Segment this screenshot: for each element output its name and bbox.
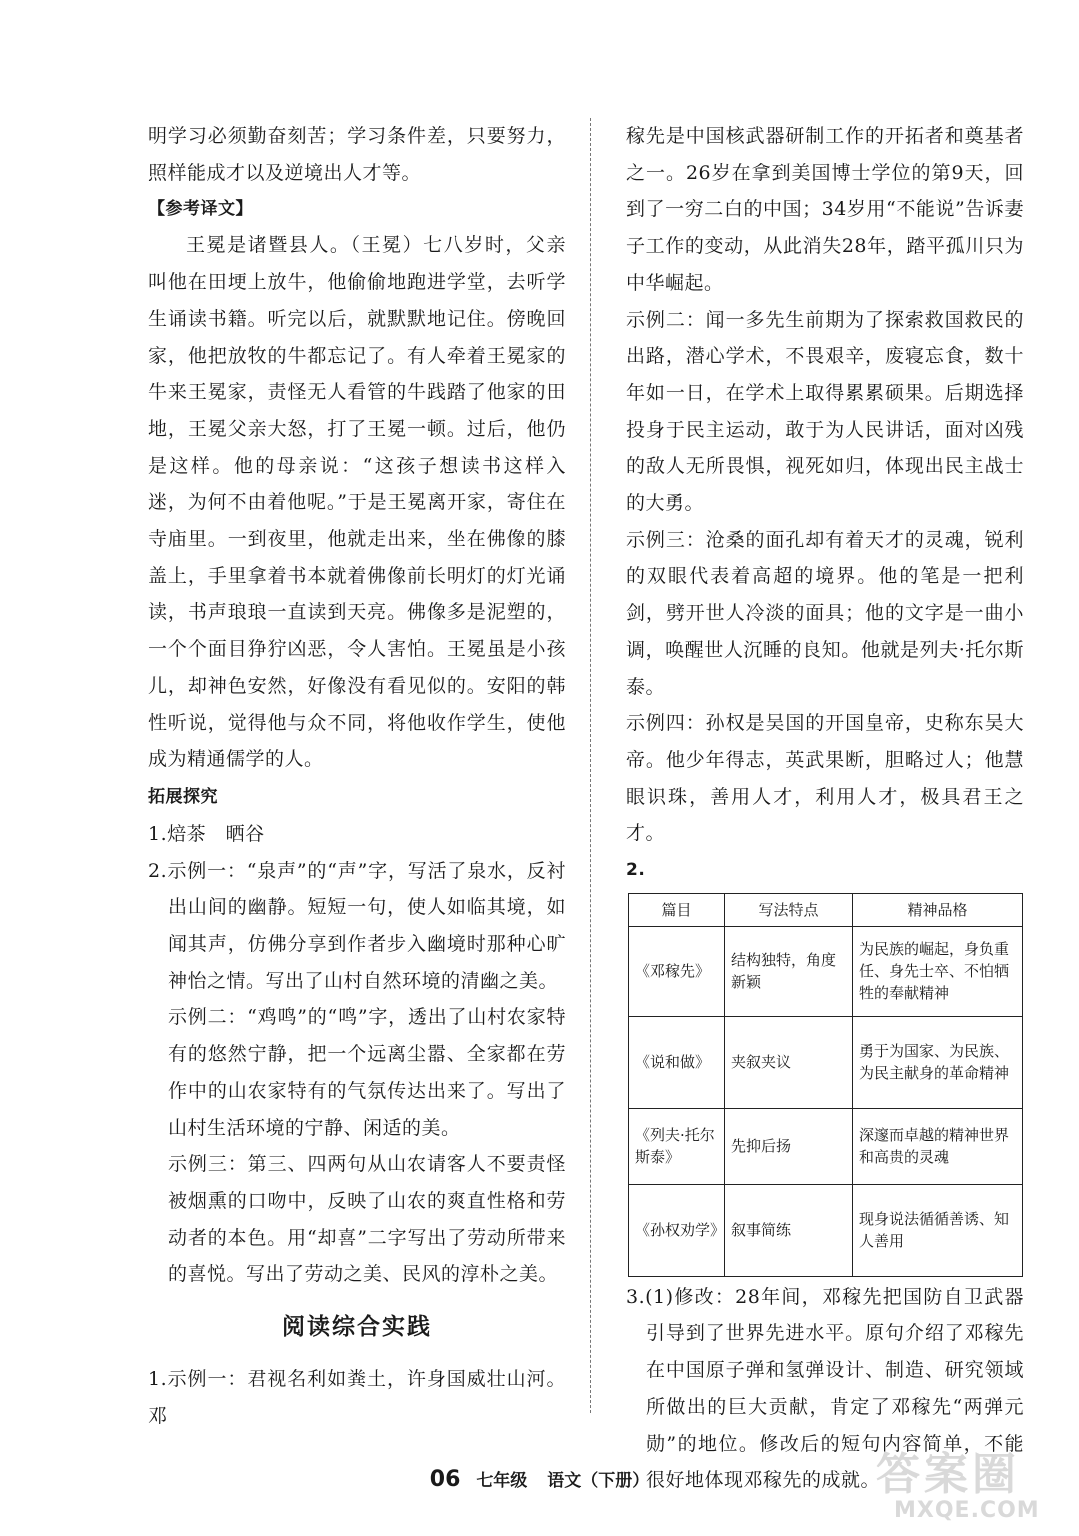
question-3-answer: 3.(1)修改：28年间，邓稼先把国防自卫武器引导到了世界先进水平。原句介绍了邓稼先在中国原子弹和氢弹设计、制造、研究领域所做出的巨大贡献，肯定了邓稼先“两弹元勋”的地位。修改后的短句内容简单，不能很好地体现邓稼先的成就。 [626,1285,1024,1492]
intro-paragraph: 明学习必须勤奋刻苦；学习条件差，只要努力，照样能成才以及逆境出人才等。 [148,125,566,184]
table-header-cell: 篇目 [629,893,725,926]
table-cell: 《孙权劝学》 [629,1184,725,1276]
translation-heading: 【参考译文】 [148,199,253,220]
table-cell: 先抑后扬 [725,1108,853,1184]
page-number: 06 [429,1467,461,1492]
table-cell: 《邓稼先》 [629,926,725,1016]
table-header-cell: 精神品格 [853,893,1023,926]
watermark-logo [876,1449,1066,1528]
extension-heading: 拓展探究 [148,786,218,807]
table-cell: 结构独特，角度新颖 [725,926,853,1016]
reading-example-2: 示例二：闻一多先生前期为了探索救国救民的出路，潜心学术，不畏艰辛，废寝忘食，数十年如一日，在学术上取得累累硕果。后期选择投身于民主运动，敢于为人民讲话，面对凶残的敌人无所畏惧，视死如归，体现出民主战士的大勇。 [626,308,1024,515]
table-cell: 勇于为国家、为民族、为民主献身的革命精神 [853,1016,1023,1108]
table-cell: 叙事简练 [725,1184,853,1276]
reading-example-4: 示例四：孙权是吴国的开国皇帝，史称东吴大帝。他少年得志，英武果断，胆略过人；他慧眼识珠，善用人才，利用人才，极具君王之才。 [626,712,1024,845]
table-cell: 夹叙夹议 [725,1016,853,1108]
question-2-label: 2. [626,860,646,881]
table-header-cell: 写法特点 [725,893,853,926]
right-column [626,118,1024,1499]
footer-grade: 七年级 [476,1471,528,1491]
table-cell: 现身说法循循善诱、知人善用 [853,1184,1023,1276]
table-row [629,1108,1023,1184]
table-row [629,1016,1023,1108]
comparison-table [628,893,1023,1277]
extension-answer-2: 2.示例一：“泉声”的“声”字，写活了泉水，反衬出山间的幽静。短短一句，使人如临其境，如闻其声，仿佛分享到作者步入幽境时那种心旷神怡之情。写出了山村自然环境的清幽之美。 [148,859,566,992]
reading-answer-1-continued: 稼先是中国核武器研制工作的开拓者和奠基者之一。26岁在拿到美国博士学位的第9天，回到了一穷二白的中国；34岁用“不能说”告诉妻子工作的变动，从此消失28年，踏平孤川只为中华崛起。 [626,125,1024,294]
extension-answer-1: 1.焙茶 晒谷 [148,822,265,845]
watermark-title: 答案圈 [876,1449,1020,1500]
section-title: 阅读综合实践 [282,1314,432,1341]
left-column [148,118,566,1435]
table-header-row [629,893,1023,926]
extension-example-2: 示例二：“鸡鸣”的“鸣”字，透出了山村农家特有的悠然宁静，把一个远离尘嚣、全家都在劳作中的山农家特有的气氛传达出来了。写出了山村生活环境的宁静、闲适的美。 [168,1006,566,1139]
footer-subject: 语文（下册） [547,1471,650,1491]
reading-answer-1: 1.示例一：君视名利如粪土，许身国威壮山河。邓 [148,1368,566,1427]
watermark-url: MXQE.COM [894,1498,1040,1523]
column-divider [590,118,591,1413]
translation-paragraph: 王冕是诸暨县人。（王冕）七八岁时，父亲叫他在田埂上放牛，他偷偷地跑进学堂，去听学生诵读书籍。听完以后，就默默地记住。傍晚回家，他把放牧的牛都忘记了。有人牵着王冕家的牛来王冕家，责怪无人看管的牛践踏了他家的田地，王冕父亲大怒，打了王冕一顿。过后，他仍是这样。他的母亲说：“这孩子想读书这样入迷，为何不由着他呢。”于是王冕离开家，寄住在寺庙里。一到夜里，他就走出来，坐在佛像的膝盖上，手里拿着书本就着佛像前长明灯的灯光诵读，书声琅琅一直读到天亮。佛像多是泥塑的，一个个面目狰狞凶恶，令人害怕。王冕虽是小孩儿，却神色安然，好像没有看见似的。安阳的韩性听说，觉得他与众不同，将他收作学生，使他成为精通儒学的人。 [148,234,566,771]
table-cell: 深邃而卓越的精神世界和高贵的灵魂 [853,1108,1023,1184]
table-row [629,1184,1023,1276]
extension-example-3: 示例三：第三、四两句从山农请客人不要责怪被烟熏的口吻中，反映了山农的爽直性格和劳动者的本色。用“却喜”二字写出了劳动所带来的喜悦。写出了劳动之美、民风的淳朴之美。 [168,1153,566,1286]
table-cell: 《说和做》 [629,1016,725,1108]
reading-example-3: 示例三：沧桑的面孔却有着天才的灵魂，锐利的双眼代表着高超的境界。他的笔是一把利剑，劈开世人冷淡的面具；他的文字是一曲小调，唤醒世人沉睡的良知。他就是列夫·托尔斯泰。 [626,528,1024,698]
table-cell: 为民族的崛起，身负重任、身先士卒、不怕牺牲的奉献精神 [853,926,1023,1016]
table-cell: 《列夫·托尔斯泰》 [629,1108,725,1184]
table-row [629,926,1023,1016]
